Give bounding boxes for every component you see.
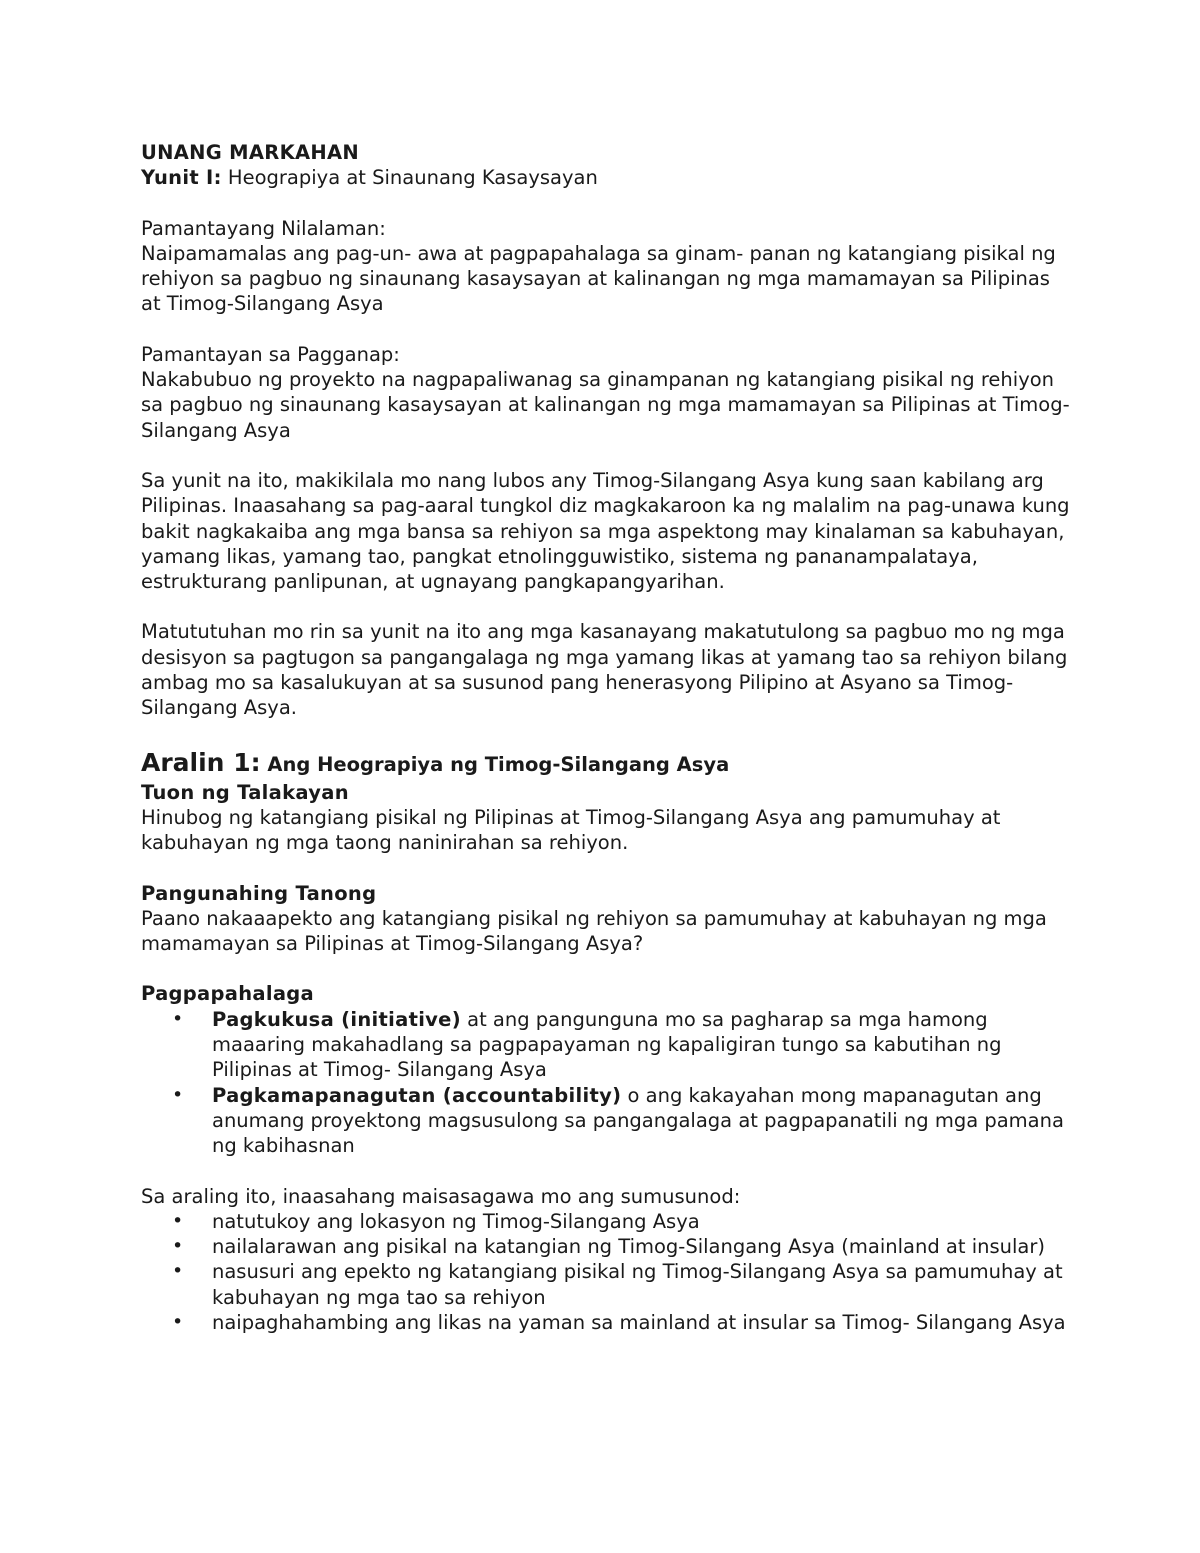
value-term: Pagkukusa (initiative) bbox=[212, 1007, 461, 1031]
list-item bbox=[141, 1259, 1071, 1310]
objectives-intro: Sa araling ito, inaasahang maisasagawa mo ang sumusunod: bbox=[141, 1184, 741, 1208]
objective-text: nailalarawan ang pisikal na katangian ng Timog-Silangang Asya (mainland at insular) bbox=[212, 1235, 1046, 1259]
content-standard-text: Naipamamalas ang pag-un- awa at pagpapahalaga sa ginam- panan ng katangiang pisikal ng rehiyon sa pagbuo ng sinaunang kasaysayan at kalinangan ng mga mamamayan sa Pilipinas at Timog-Silangang Asya bbox=[141, 241, 1056, 316]
lesson-title: Ang Heograpiya ng Timog-Silangang Asya bbox=[260, 752, 730, 776]
objective-text: natutukoy ang lokasyon ng Timog-Silangang Asya bbox=[212, 1209, 700, 1233]
objective-text: nasusuri ang epekto ng katangiang pisikal ng Timog-Silangang Asya sa pamumuhay at kabuhayan ng mga tao sa rehiyon bbox=[212, 1260, 1063, 1309]
values-list bbox=[141, 1007, 1071, 1159]
intro-paragraph-1: Sa yunit na ito, makikilala mo nang lubos any Timog-Silangang Asya kung saan kabilang arg Pilipinas. Inaasahang sa pag-aaral tungkol diz magkakaroon ka ng malalim na pag-unawa kung bakit nagkakaiba ang mga bansa sa rehiyon sa mga aspektong may kinalaman sa kabuhayan, yamang likas, yamang tao, pangkat etnolingguwistiko, sistema ng pananampalataya, estrukturang panlipunan, at ugnayang pangkapangyarihan. bbox=[141, 468, 1070, 594]
content-standard-label: Pamantayang Nilalaman: bbox=[141, 216, 386, 240]
intro-paragraph-2: Matututuhan mo rin sa yunit na ito ang mga kasanayang makatutulong sa pagbuo mo ng mga desisyon sa pagtugon sa pangangalaga ng mga yamang likas at yamang tao sa rehiyon bilang ambag mo sa kasalukuyan at sa susunod pang henerasyong Pilipino at Asyano sa Timog- Silangang Asya. bbox=[141, 620, 1068, 720]
list-item bbox=[141, 1209, 1071, 1234]
focus-text: Hinubog ng katangiang pisikal ng Pilipinas at Timog-Silangang Asya ang pamumuhay at kabuhayan ng mga taong naninirahan sa rehiyon. bbox=[141, 805, 1001, 855]
question-heading: Pangunahing Tanong bbox=[141, 881, 377, 905]
value-description: o ang kakayahan mong mapanagutan ang anumang proyektong magsusulong sa pangangalaga at pagpapanatili ng mga pamana ng kabihasnan bbox=[212, 1083, 1064, 1158]
list-item bbox=[141, 1310, 1071, 1335]
bullet-icon: • bbox=[172, 1007, 184, 1030]
unit-title: Heograpiya at Sinaunang Kasaysayan bbox=[221, 166, 598, 190]
value-description: at ang pangunguna mo sa pagharap sa mga hamong maaaring makahadlang sa pagpapayaman ng kapaligiran tungo sa kabutihan ng Pilipinas at Timog- Silangang Asya bbox=[212, 1007, 1002, 1082]
list-item bbox=[141, 1234, 1071, 1259]
list-item bbox=[141, 1083, 1071, 1159]
performance-standard-label: Pamantayan sa Pagganap: bbox=[141, 342, 400, 366]
bullet-icon: • bbox=[172, 1310, 184, 1333]
performance-standard-text: Nakabubuo ng proyekto na nagpapaliwanag sa ginampanan ng katangiang pisikal ng rehiyon sa pagbuo ng sinaunang kasaysayan at kalinangan ng mga mamamayan sa Pilipinas at Timog-Silangang Asya bbox=[141, 368, 1070, 442]
values-heading: Pagpapahalaga bbox=[141, 982, 315, 1006]
quarter-title: UNANG MARKAHAN bbox=[141, 141, 360, 164]
bullet-icon: • bbox=[172, 1083, 184, 1106]
objectives-list bbox=[141, 1209, 1071, 1335]
bullet-icon: • bbox=[172, 1235, 184, 1258]
unit-line bbox=[141, 165, 1071, 190]
focus-heading: Tuon ng Talakayan bbox=[141, 780, 349, 804]
lesson-heading bbox=[141, 748, 1071, 780]
question-text: Paano nakaaapekto ang katangiang pisikal ng rehiyon sa pamumuhay at kabuhayan ng mga mamamayan sa Pilipinas at Timog-Silangang Asya? bbox=[141, 906, 1047, 956]
bullet-icon: • bbox=[172, 1209, 184, 1232]
lesson-label: Aralin 1: bbox=[141, 747, 261, 777]
bullet-icon: • bbox=[172, 1260, 184, 1283]
value-term: Pagkamapanagutan (accountability) bbox=[212, 1083, 622, 1107]
document-page bbox=[141, 140, 1071, 1335]
objective-text: naipaghahambing ang likas na yaman sa mainland at insular sa Timog- Silangang Asya bbox=[212, 1310, 1066, 1334]
unit-label: Yunit I: bbox=[141, 166, 222, 190]
list-item bbox=[141, 1007, 1071, 1083]
